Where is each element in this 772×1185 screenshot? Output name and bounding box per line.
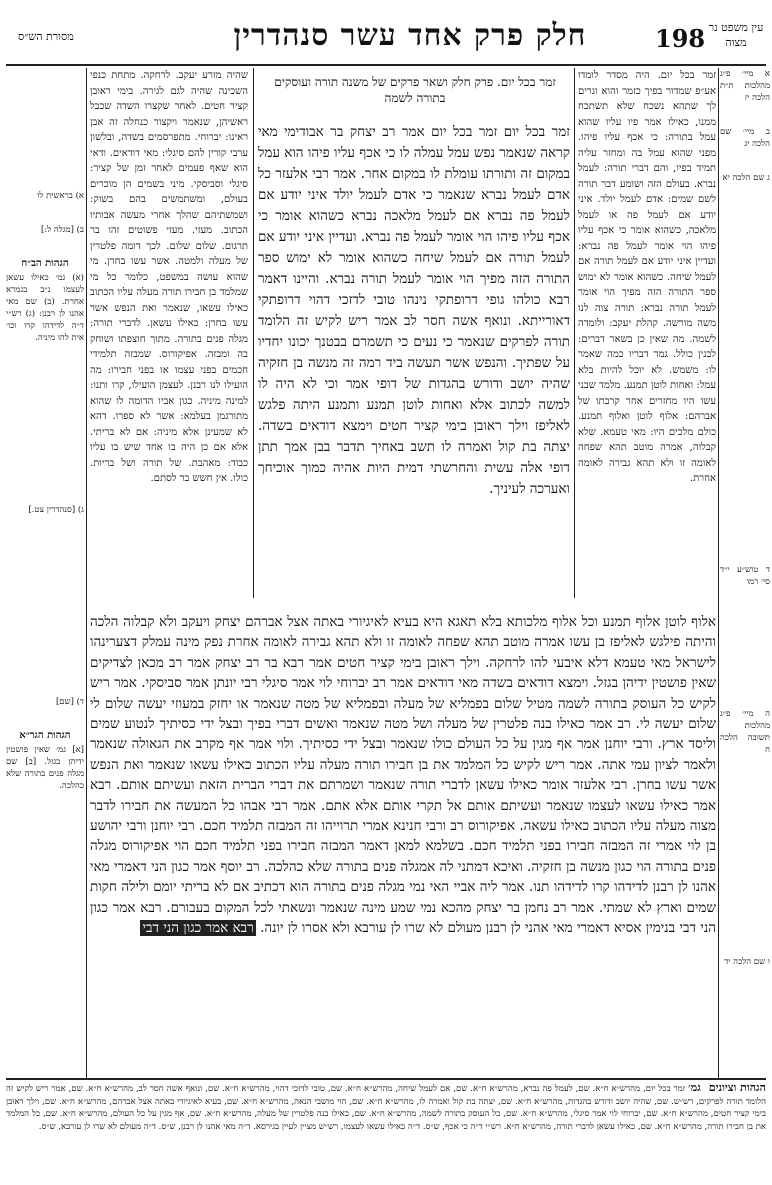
column-divider xyxy=(574,68,575,598)
masoret-entry: ב) [מגלה ל:] xyxy=(41,225,84,235)
ein-mishpat-label: עין משפט נר מצוה xyxy=(708,21,764,49)
column-divider xyxy=(718,68,719,1078)
highlighted-phrase: רבא אמר כגון הני דבי xyxy=(142,920,254,937)
notes-title: הגהות וציונים xyxy=(708,1082,766,1094)
gemara-upper-text: זמר בכל יום זמר בכל יום אמר רב יצחק בר אבודימי מאי קראה שנאמר נפש עמל עמלה לו כי אכף עליו פיהו הוא עמל במקום זה ותורתו עומלת לו במקום אחר. אמר רבי אלעזר כל אדם לעמל נברא שנאמר כי אדם לעמל יולד איני יודע אם לעמל פה נברא אם לעמל מלאכה נברא כשהוא אומר כי אכף עליו פיהו הוי אומר לעמל פה נברא. ועדיין איני יודע אם לעמל תורה אם לעמל שיחה כשהוא אומר לא ימוש ספר התורה הזה מפיך הוי אומר לעמל תורה נברא. והיינו דאמר רבא כולהו גופי דרופתקי נינהו טובי לדזכי דהוי דרופתקי דאורייתא. ונואף אשה חסר לב אמר ריש לקיש זה הלומד תורה לפרקים שנאמר כי נעים כי תשמרם בבטנך יכונו יחדיו על שפתיך. והנפש אשר תעשה ביד רמה זה מנשה בן חזקיה שהיה יושב ודורש בהגדות של דופי אמר וכי לא היה לו למשה לכתוב אלא ואחות לוטן תמנע ותמנע היתה פלגש לאליפז וילך ראובן בימי קציר חטים וימצא דודאים בשדה. יצתה בת קול ואמרה לו תשב באחיך תדבר בבן אמך תתן דופי אלה עשית והחרשתי דמית היות אהיה כמוך אוכיחך ואערכה לעיניך. xyxy=(258,124,570,497)
column-divider xyxy=(86,68,87,1078)
masoret-hashas-column xyxy=(6,190,84,1070)
hagahot-vetziyunim-footer xyxy=(6,1082,766,1180)
hagahot-hagra-label: הגהות הגר״א xyxy=(19,730,71,741)
masoret-hashas-label: מסורת הש״ס xyxy=(18,30,74,43)
hagahot-habach-text: (א) גמ׳ כאילו עשאן לעצמו נ״ב בגמרא אחרת. (ב) שם מאי אהנו לן רבנן: (ג) רש״י ד״ה לדידהו קרו וכו׳ אית להו מיניה. xyxy=(6,273,84,343)
gemara-main-text xyxy=(90,612,716,1082)
column-divider xyxy=(253,68,254,598)
ein-mishpat-column xyxy=(720,68,770,1078)
ein-mishpat-entry: א מיי׳ פ״ג מהלכות ת״ת הלכה יז xyxy=(720,69,770,103)
masoret-entry: ג) [סנהדרין צט.] xyxy=(28,505,84,515)
hagahot-habach-label: הגהות הב״ח xyxy=(21,258,69,269)
footer-divider xyxy=(6,1078,766,1080)
gemara-main-body: אלוף לוטן אלוף תמנע וכל אלוף מלכותא בלא תאגא היא בעיא לאיגיורי באתה אצל אברהם יצחק ויעקב ולא קבלוה הלכה והיתה פילגש לאליפז בן עשו אמרה מוטב תהא שפחה לאומה זו ולא תהא גבירה לאומה אחרת נפק מינה עמלק דצערינהו לישראל מאי טעמא דלא איבעי להו לרחקה. וילך ראובן בימי קציר חטים אמר רבא בר רב יצחק אמר רב מכאן לצדיקים שאין פושטין ידיהן בגזל. וימצא דודאים בשדה מאי דודאים אמר רב יברוחי לוי אמר סיגלי רבי יונתן אמר סביסקי. אמר ריש לקיש כל העוסק בתורה לשמה מטיל שלום בפמליא של מעלה ובפמליא של מטה שנאמר או יחזק במעוזי יעשה שלום לי שלום יעשה לי. רב אמר כאילו בנה פלטרין של מעלה ושל מטה שנאמר ואשים דברי בפיך ובצל ידי כסיתיך לנטוע שמים וליסד ארץ. ורבי יוחנן אמר אף מגין על כל העולם כולו שנאמר ובצל ידי כסיתיך. ולוי אמר אף מקרב את הגאולה שנאמר ולאמר לציון עמי אתה. אמר ריש לקיש כל המלמד את בן חבירו תורה מעלה עליו הכתוב כאילו עשאו שנאמר ואת הנפש אשר עשו בחרן. רבי אלעזר אומר כאילו עשאן לדברי תורה שנאמר ושמרתם את דברי הברית הזאת ועשיתם אותם. רבא אמר כאילו עשאו לעצמו שנאמר ועשיתם אותם אל תקרי אותם אלא אתם. אמר רבי אבהו כל המעשה את חבירו לדבר מצוה מעלה עליו הכתוב כאילו עשאה. אפיקורוס רב ורבי חנינא אמרי תרוייהו זה המבזה תלמיד חכם. רבי יוחנן ורבי יהושע בן לוי אמרי זה המבזה חבירו בפני תלמיד חכם. בשלמא למאן דאמר המבזה חבירו בפני תלמיד חכם הוי אפיקורוס מגלה פנים בתורה הוי כגון מנשה בן חזקיה. ואיכא דמתני לה אמגלה פנים בתורה שלא כהלכה. רב יוסף אמר כגון הני דאמרי מאי אהנו לן רבנן לדידהו קרו לדידהו תנו. אמר ליה אביי האי נמי מגלה פנים בתורה הוא דכתיב אם לא בריתי יומם ולילה חקות שמים וארץ לא שמתי. אמר רב נחמן בר יצחק מהכא נמי שמע מינה שנאמר ונשאתי לכל המקום בעבורם. רבא אמר כגון הני דבי בנימין אסיא דאמרי מאי אהני לן רבנן מעולם לא שרו לן עורבא ולא אסרו לן יונה. xyxy=(90,614,716,937)
ein-mishpat-entry: ב מיי׳ שם הלכה יג xyxy=(720,127,770,149)
masoret-entry: א) בראשית לו xyxy=(37,191,84,201)
page-title: חלק פרק אחד עשר סנהדרין xyxy=(233,18,587,53)
notes-gemara-marker: גמ׳ xyxy=(688,1082,701,1094)
ein-mishpat-entry: ג שם הלכה יא xyxy=(722,173,770,183)
header-divider xyxy=(6,64,766,66)
ein-mishpat-entry: ד טוש״ע י״ד סי׳ רמו xyxy=(720,565,770,587)
ein-mishpat-entry: ו שם הלכה יד xyxy=(724,957,770,967)
page-header xyxy=(0,0,772,70)
masoret-entry: ד) [שם] xyxy=(55,697,84,707)
notes-body: זמר בכל יום, מהרש״א ח״א. שם, לעמל פה נברא, מהרש״א ח״א. שם, אם לעמל שיחה, מהרש״א ח״א. שם, טובי לדזכי דהוי, מהרש״א ח״א. שם, ונואף אשה חסר לב, מהרש״א ח״א. שם, אמר ריש לקיש זה הלומד תורה לפרקים, רש״ש. שם, שהיה יושב ודורש בהגדות, מהרש״א ח״א. שם, יצתה בת קול ואמרה לו, מהרש״א ח״א. שם, הוי מושבי הנאה, מהרש״א ח״א. שם, בעיא לאיגיורי באתה אצל אברהם, מהרש״א ח״א. שם, וילך ראובן בימי קציר חטים, מהרש״א ח״א. שם, יברוחי לוי אמר סיגלי, מהרש״א ח״א. שם, כל העוסק בתורה לשמה, מהרש״א ח״א. שם, כאילו בנה פלטרין של מעלה, מהרש״א ח״א. שם, אף מגין על כל העולם, מהרש״א ח״א. שם, כל המלמד את בן חבירו תורה, מהרש״א ח״א. שם, כאילו עשאן לדברי תורה, מהרש״א ח״א. רש״י ד״ה כי אכף, ש״ס. ד״ה כאילו עשאו לעצמו, רש״ש מציין לעיין בגירסא. ד״ה מאי אהנו לן רבנן, ש״ס. ד״ה מעולם לא שרו לן עורבא, ש״ס. xyxy=(6,1084,766,1132)
gemara-heading: זמר בכל יום. פרק חלק ושאר פרקים של משנה תורה ועוסקים בתורה לשמה xyxy=(274,75,556,105)
tosafot-commentary: שהיה מזרע יעקב. לרחקה. מתחת כנפי השכינה שהיה לגם לגירה. בימי ראובן קציר חטים. לאחר שקצרו השדה שכבל ראשיהן, שנאמר ויקצור כנחלה זה אבן ראינו: יברוחי. מתפרסמים בשדה, ובלשון ערבי קורין להם סיגלי: מאי דודאים. ודאי הוא שאף פעמים לאחר זמן של קציר: סיגלי וסביסקי. מיני בשמים הן מוכרים בעולם, ומשתמשים בהם בשוק: ושמשתיהם שהלך אחרי מעשה אבותיו הכתוב. מעזי. מעזי פשוטים זהו בר תרגום. שלום שלום. לכך דומה פלטרין של מעלה ולמטה. אשר עשו בחרן. מי שהוא עושה במשפט, כלומר כל מי שמלמד בן חבירו תורה מעלה עליו הכתוב כאילו עשאו, שנאמר ואת הנפש אשר עשו בחרן: כאילו עשאן. לדברי תורה: מגלה פנים בתורה. מתוך חוצפתו ושוחק בה ומבזה. אפיקורוס. שמבזה תלמידי חכמים בפני עצמו או בפני חבירו: מה הועילו לנו רבנן. לעצמן הועילו, קרו ותנו: למינה מיניה. כגון אביו הדומה לו שהוא מתורגמן בעלמא: אשר לא ספרו. דהא לא שמעינן אלא מיניה: אם לא בריתי. אלא אם כן היה בו אחד שיש בו עליו כבוד: מאהבת. של תורה ושל בריות. כולו. אין חשש בר לסתם. xyxy=(90,70,248,484)
hagahot-hagra-text: [א] גמ׳ שאין פושטין ידיהן בגזל. [ב] שם מגלה פנים בתורה שלא כהלכה. xyxy=(6,745,84,791)
page-number: 198 xyxy=(655,24,706,53)
rashi-commentary: זמר בכל יום. היה מסדר לומדו אע״פ שמדור בפיך כזמר והוא וגרים לך שתהא נשכח שלא תשתכח ממנו, כאילו אמר פיו עליו שהוא עמל בתורה: כי אכף עליו פיהו. מפני שהוא עמל בה ומחזר עליה תמיד בפיו, והם דברי תורה: לעמל נברא. בעולם הזה ושומע דבר תורה לשם שמים: אדם לעמל יולד. איני יודע אם לעמל פה או לעמל מלאכה, כשהוא אומר כי אכף עליו פיהו הוי אומר לעמל פה נברא: ועדיין איני יודע אם לעמל תורה אם לעמל שיחה. כשהוא אומר לא ימוש ספר התורה הזה מפיך הוי אומר לעמל תורה נברא: תורה צוה לנו משה מורשה. קהלת יעקב: ולומדה לשמה. מה שאין כן בשאר דברים: לבנין כולל. גמר דבריו כמה שאמר לו: משמש. לא יוכל להיות בלא עמל: ואחות לוטן תמנע. מלמד שבני עשו היו מחזרים אחר קרבתו של אברהם: אלוף לוטן ואלוף תמנע. כולם מלכים היו: מאי טעמא. שלא קבלוה, אמרה מוטב תהא שפחה לאומה זו ולא תהא גבירה לאומה אחרת. xyxy=(578,70,716,484)
ein-mishpat-entry: ה מיי׳ פ״ג מהלכות תשובה הלכה ח xyxy=(720,709,770,755)
